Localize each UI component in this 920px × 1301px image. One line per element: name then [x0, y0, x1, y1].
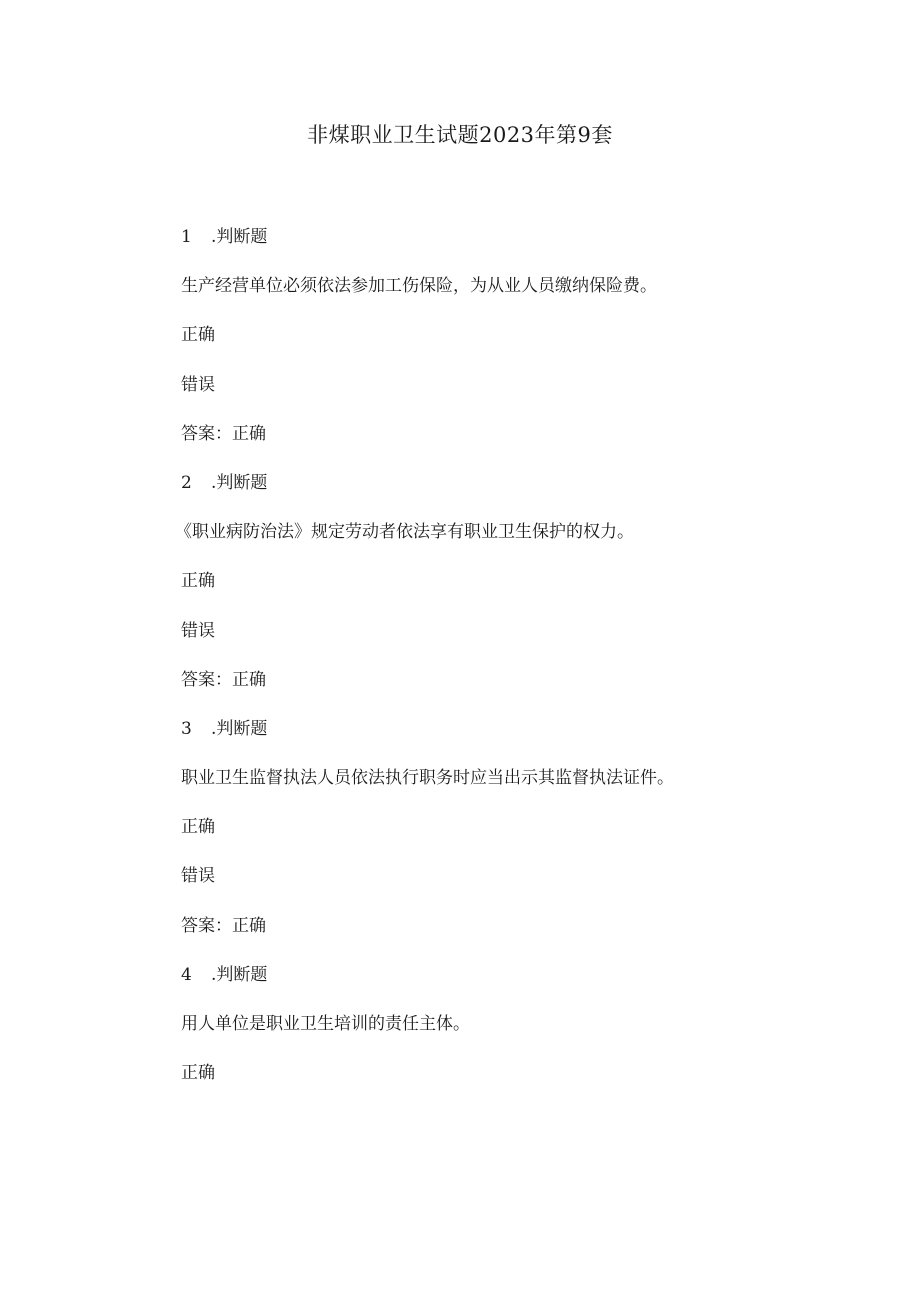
question-type: .判断题 [211, 472, 268, 493]
question-2-option-true: 正确 [181, 571, 215, 592]
question-number: 4 [181, 964, 192, 985]
question-1-option-false: 错误 [181, 374, 215, 395]
question-3-answer: 答案：正确 [181, 915, 266, 936]
question-3-header [181, 714, 861, 763]
question-3-option-true: 正确 [181, 817, 215, 838]
question-1-option-true: 正确 [181, 325, 215, 346]
question-2-option-false: 错误 [181, 620, 215, 641]
question-type: .判断题 [211, 227, 268, 247]
page-title: 非煤职业卫生试题2023年第9套 [307, 123, 613, 147]
question-number: 1 [181, 227, 192, 247]
question-4-header [181, 960, 861, 1009]
question-3-text: 职业卫生监督执法人员依法执行职务时应当出示其监督执法证件。 [181, 768, 674, 789]
question-2-answer: 答案：正确 [181, 669, 266, 690]
question-1-answer: 答案：正确 [181, 423, 266, 444]
question-number: 2 [181, 472, 192, 493]
question-2-text: 《职业病防治法》规定劳动者依法享有职业卫生保护的权力。 [175, 522, 634, 543]
question-1-text: 生产经营单位必须依法参加工伤保险，为从业人员缴纳保险费。 [181, 276, 657, 297]
question-3-option-false: 错误 [181, 866, 215, 887]
question-type: .判断题 [211, 718, 268, 739]
question-4-option-true: 正确 [181, 1063, 215, 1084]
question-1-header [181, 222, 861, 271]
question-type: .判断题 [211, 964, 268, 985]
question-2-header [181, 468, 861, 517]
question-list [175, 222, 861, 1107]
question-4-text: 用人单位是职业卫生培训的责任主体。 [181, 1014, 470, 1034]
question-number: 3 [181, 718, 192, 739]
